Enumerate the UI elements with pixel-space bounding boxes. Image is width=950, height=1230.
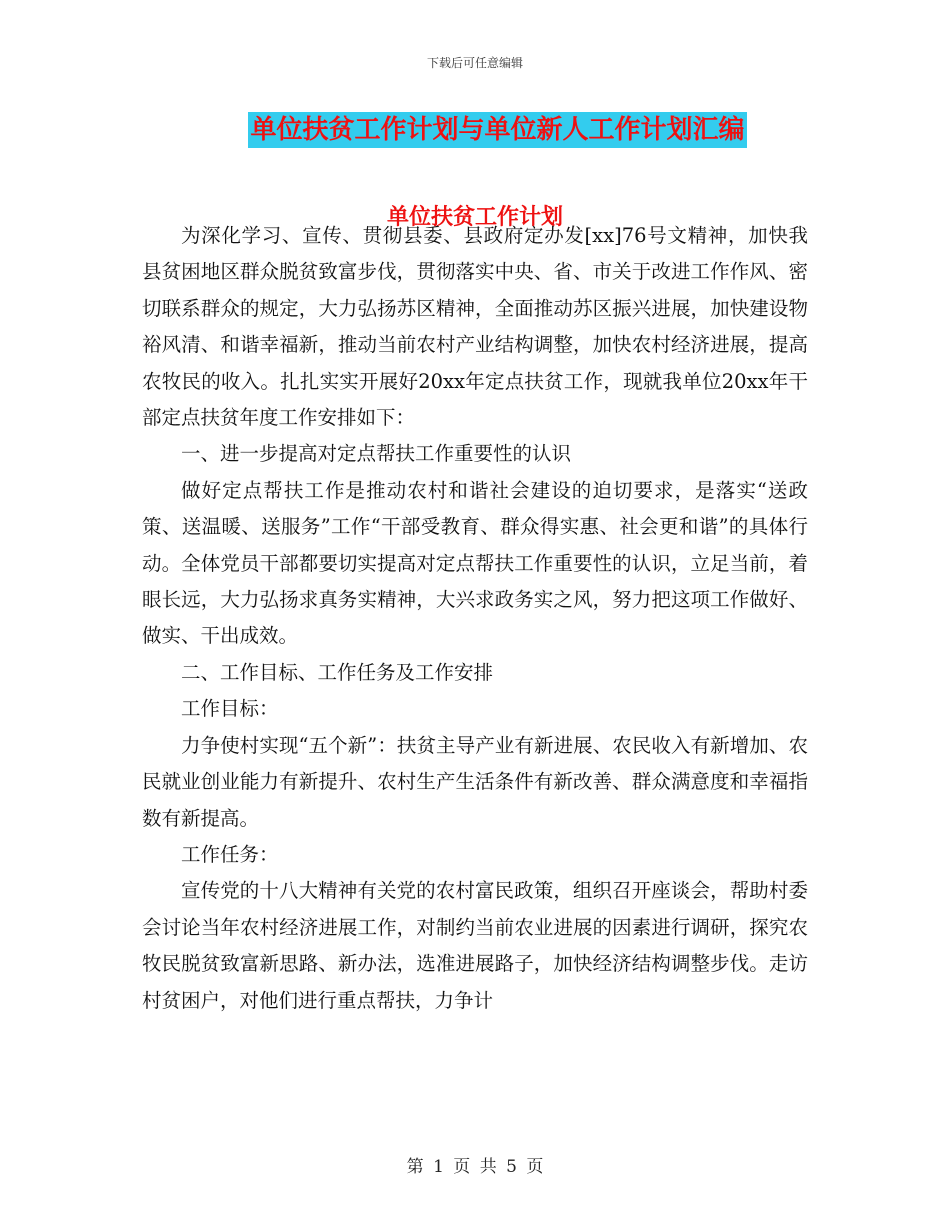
document-body (142, 218, 808, 1019)
page-number: 第 1 页 共 5 页 (406, 1157, 544, 1177)
paragraph-goal: 力争使村实现“五个新”：扶贫主导产业有新进展、农民收入有新增加、农民就业创业能力有新提升、农村生产生活条件有新改善、群众满意度和幸福指数有新提高。 (142, 733, 808, 830)
paragraph-task: 宣传党的十八大精神有关党的农村富民政策，组织召开座谈会，帮助村委会讨论当年农村经济进展工作，对制约当前农业进展的因素进行调研，探究农牧民脱贫致富新思路、新办法，选准进展路子，加快经济结构调整步伐。走访村贫困户，对他们进行重点帮扶，力争计 (142, 879, 808, 1012)
paragraph-importance: 做好定点帮扶工作是推动农村和谐社会建设的迫切要求，是落实“送政策、送温暖、送服务”工作“干部受教育、群众得实惠、社会更和谐”的具体行动。全体党员干部都要切实提高对定点帮扶工作重要性的认识，立足当前，着眼长远，大力弘扬求真务实精神，大兴求政务实之风，努力把这项工作做好、做实、干出成效。 (142, 478, 808, 648)
section-title: 单位扶贫工作计划 (386, 205, 563, 230)
main-title-container (0, 112, 950, 148)
paragraph-intro: 为深化学习、宣传、贯彻县委、县政府定办发[xx]76号文精神，加快我县贫困地区群众脱贫致富步伐，贯彻落实中央、省、市关于改进工作作风、密切联系群众的规定，大力弘扬苏区精神，全面推动苏区振兴进展，加快建设物裕风清、和谐幸福新，推动当前农村产业结构调整，加快农村经济进展，提高农牧民的收入。扎扎实实开展好20xx年定点扶贫工作，现就我单位20xx年干部定点扶贫年度工作安排如下： (142, 224, 808, 430)
main-title: 单位扶贫工作计划与单位新人工作计划汇编 (248, 112, 746, 148)
header-note: 下载后可任意编辑 (426, 56, 523, 70)
label-work-task: 工作任务： (181, 842, 279, 866)
label-work-goal: 工作目标： (181, 697, 279, 721)
heading-two: 二、工作目标、工作任务及工作安排 (181, 660, 494, 684)
heading-one: 一、进一步提高对定点帮扶工作重要性的认识 (181, 442, 572, 466)
